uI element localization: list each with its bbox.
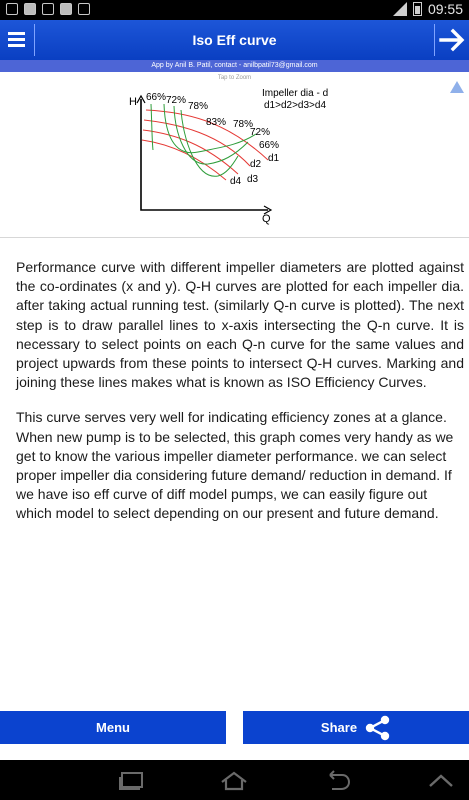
iso-efficiency-figure[interactable]: [0, 72, 469, 236]
menu-button-label: Menu: [96, 720, 130, 735]
page-title: Iso Eff curve: [192, 32, 277, 48]
article-body: [16, 258, 464, 536]
hq-curve-d4: [142, 140, 226, 180]
title-bar: [0, 20, 469, 62]
dia-label: d3: [247, 174, 259, 185]
y-axis-label: H: [129, 96, 137, 108]
paragraph: Performance curve with different impeller diameters are plotted against the co-ordinates (x and y). Q-H curves are plotted for each impeller dia. after taking actual running test. (similarly Q-n curve is plotted). The next step is to draw parallel lines to x-axis intersecting the Q-n curve. It is necessary to select points on each Q-n curve for the same values and project upwards from these points to intersect Q-H curves. Marking and joining these lines makes what is known as ISO Efficiency Curves.: [16, 259, 464, 391]
dia-label: d4: [230, 176, 242, 187]
image-icon: [24, 3, 36, 15]
home-icon[interactable]: [218, 770, 250, 792]
settings-icon: [60, 3, 72, 15]
notification-icons: [6, 3, 90, 15]
system-nav-bar: [0, 760, 469, 800]
eff-label: 78%: [188, 101, 209, 112]
paragraph: This curve serves very well for indicating efficiency zones at a glance. When new pump is to be selected, this graph comes very handy as we get to know the various impeller diameter performance. we can select proper impeller dia considering future demand/ reduction in demand. If we have iso eff curve of diff model pumps, we can easily figure out which model to select depending on our present and future demand.: [16, 409, 454, 522]
eff-label: 72%: [250, 127, 271, 138]
legend-line-1: Impeller dia - d: [262, 88, 329, 99]
eff-label: 78%: [233, 119, 254, 130]
share-button-label: Share: [320, 720, 358, 735]
iso-eff-curves: [151, 104, 256, 176]
legend-line-2: d1>d2>d3>d4: [264, 100, 327, 111]
dia-label: d2: [250, 159, 262, 170]
dia-labels: [230, 153, 280, 187]
recent-apps-icon[interactable]: [117, 770, 147, 792]
tap-to-zoom-hint: Tap to Zoom: [217, 75, 252, 81]
battery-icon: [413, 2, 422, 16]
share-button[interactable]: [243, 711, 469, 744]
status-bar: [0, 0, 469, 20]
image-icon: [6, 3, 18, 15]
divider: [0, 237, 469, 238]
signal-icon: [393, 2, 407, 16]
eff-label: 83%: [206, 117, 227, 128]
iso-efficiency-diagram: [0, 72, 469, 236]
share-icon: [365, 715, 391, 741]
dia-label: d1: [268, 153, 280, 164]
arrow-right-icon: [439, 28, 467, 52]
eff-label: 66%: [259, 140, 280, 151]
status-right: [393, 1, 463, 17]
clock: 09:55: [427, 1, 463, 17]
x-axis-label: Q: [262, 213, 271, 225]
credit-strip: App by Anil B. Patil, contact - anilbpatil73@gmail.com: [0, 60, 469, 72]
menu-button[interactable]: [0, 711, 226, 744]
eff-label: 66%: [146, 92, 167, 103]
next-button[interactable]: [435, 20, 469, 60]
bag-icon: [78, 3, 90, 15]
clipboard-icon: [42, 3, 54, 15]
eff-label: 72%: [166, 95, 187, 106]
chevron-up-icon[interactable]: [426, 770, 456, 792]
back-icon[interactable]: [322, 770, 352, 792]
